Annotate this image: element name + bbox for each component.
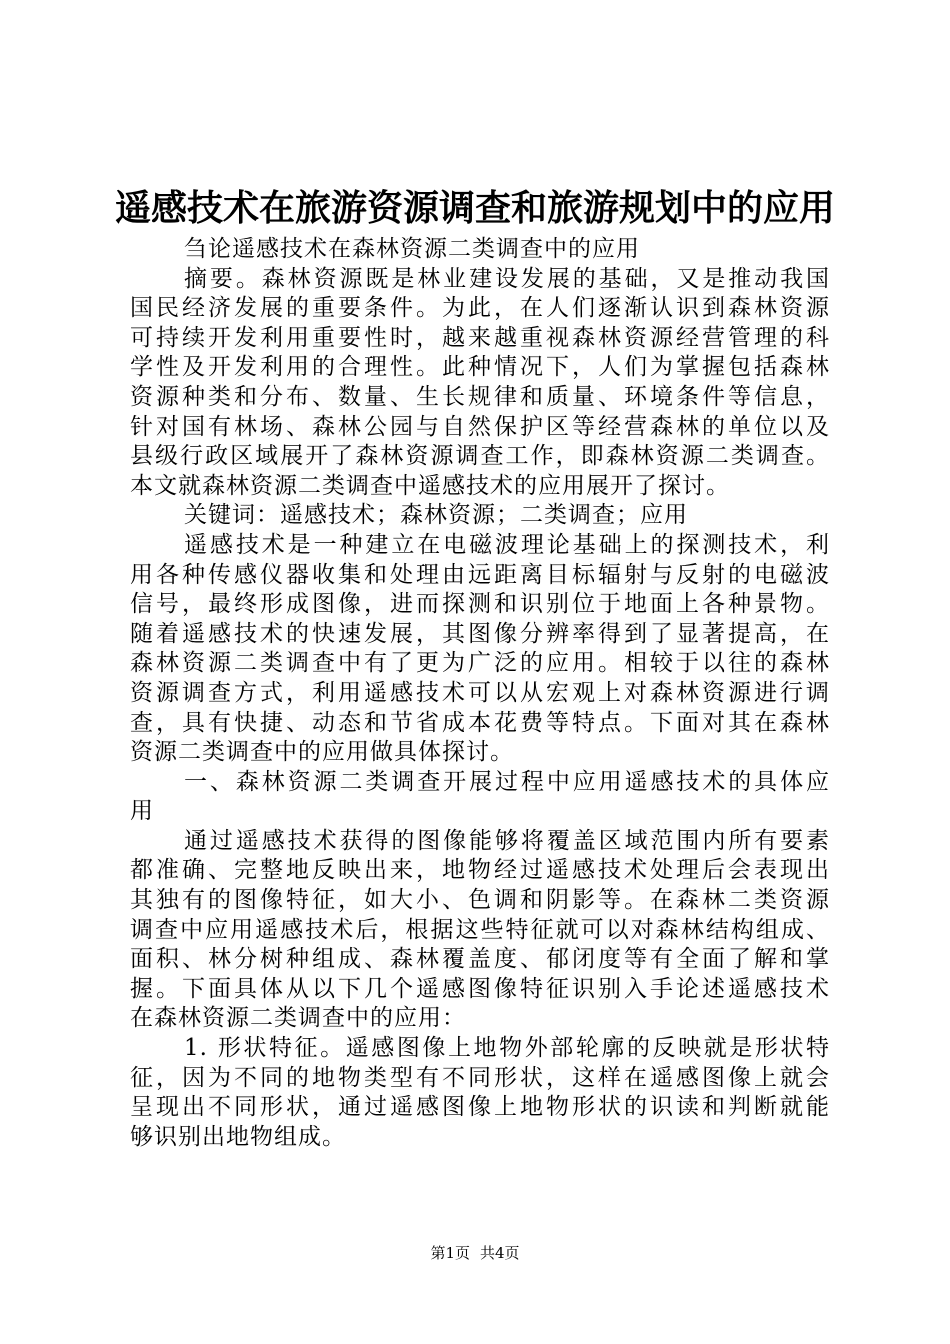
text-line: 都准确、完整地反映出来，地物经过遥感技术处理后会表现出: [130, 857, 830, 884]
text-line: 县级行政区域展开了森林资源调查工作，即森林资源二类调查。: [130, 443, 830, 470]
text-line: 用: [130, 798, 154, 825]
text-line: 资源种类和分布、数量、生长规律和质量、环境条件等信息，: [130, 383, 830, 410]
text-line: 森林资源二类调查中有了更为广泛的应用。相较于以往的森林: [130, 650, 830, 677]
text-line: 刍论遥感技术在森林资源二类调查中的应用: [184, 236, 640, 262]
text-line: 针对国有林场、森林公园与自然保护区等经营森林的单位以及: [130, 413, 830, 440]
document-title: 遥感技术在旅游资源调查和旅游规划中的应用: [114, 187, 835, 229]
text-line: 其独有的图像特征，如大小、色调和阴影等。在森林二类资源: [130, 887, 830, 914]
text-line: 查，具有快捷、动态和节省成本花费等特点。下面对其在森林: [130, 709, 830, 736]
text-line: 在森林资源二类调查中的应用：: [130, 1005, 466, 1032]
text-line: 够识别出地物组成。: [130, 1123, 346, 1150]
text-line: 面积、林分树种组成、森林覆盖度、郁闭度等有全面了解和掌: [130, 946, 830, 973]
text-line: 国民经济发展的重要条件。为此，在人们逐渐认识到森林资源: [130, 295, 830, 322]
text-line: 本文就森林资源二类调查中遥感技术的应用展开了探讨。: [130, 472, 730, 499]
text-line: 资源调查方式，利用遥感技术可以从宏观上对森林资源进行调: [130, 679, 830, 706]
text-line: 握。下面具体从以下几个遥感图像特征识别入手论述遥感技术: [130, 975, 830, 1002]
page-total: 共4页: [480, 1244, 520, 1262]
page-footer: [0, 1243, 950, 1263]
text-line: 关键词：遥感技术；森林资源；二类调查；应用: [184, 502, 688, 529]
text-line: 用各种传感仪器收集和处理由远距离目标辐射与反射的电磁波: [130, 561, 830, 588]
text-line: 遥感技术是一种建立在电磁波理论基础上的探测技术，利: [184, 531, 830, 558]
page-number: 第1页: [430, 1244, 470, 1262]
text-line: 资源二类调查中的应用做具体探讨。: [130, 739, 514, 766]
text-line: 一、森林资源二类调查开展过程中应用遥感技术的具体应: [184, 768, 830, 795]
text-line: 随着遥感技术的快速发展，其图像分辨率得到了显著提高，在: [130, 620, 830, 647]
text-line: 征，因为不同的地物类型有不同形状，这样在遥感图像上就会: [130, 1064, 830, 1091]
document-body: [130, 235, 830, 1152]
text-line: 可持续开发利用重要性时，越来越重视森林资源经营管理的科: [130, 324, 830, 351]
text-line: 摘要。森林资源既是林业建设发展的基础，又是推动我国: [184, 265, 830, 292]
text-line: 呈现出不同形状，通过遥感图像上地物形状的识读和判断就能: [130, 1094, 830, 1121]
text-line: 学性及开发利用的合理性。此种情况下，人们为掌握包括森林: [130, 354, 830, 381]
text-line: 通过遥感技术获得的图像能够将覆盖区域范围内所有要素: [184, 827, 830, 854]
text-line: 1. 形状特征。遥感图像上地物外部轮廓的反映就是形状特: [184, 1035, 830, 1062]
text-line: 信号，最终形成图像，进而探测和识别位于地面上各种景物。: [130, 591, 830, 618]
text-line: 调查中应用遥感技术后，根据这些特征就可以对森林结构组成、: [130, 916, 830, 943]
